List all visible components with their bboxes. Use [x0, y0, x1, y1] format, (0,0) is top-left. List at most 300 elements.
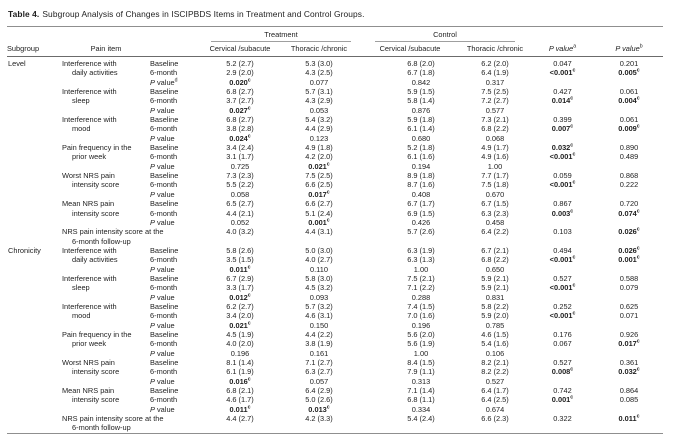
- p-value-b-cell: 0.489: [619, 152, 639, 162]
- value-control-thoracic: 6.2 (2.0): [481, 59, 509, 68]
- p-value-b-cell: 0.720: [619, 199, 639, 209]
- p-value-b-cell: 0.004$^c$: [618, 95, 640, 106]
- value-control-cervical: 8.4 (1.5): [407, 358, 435, 367]
- value-treatment-thoracic: 5.3 (3.0): [305, 59, 333, 68]
- value-treatment-thoracic: 0.053: [309, 105, 329, 115]
- p-value-a-cell: <0.001$^c$: [549, 310, 576, 321]
- p-value-a-cell: 0.007$^c$: [551, 123, 574, 134]
- pain-item-label: Pain frequency in the prior week: [62, 143, 132, 162]
- value-control-cervical: 5.9 (1.5): [407, 87, 435, 97]
- measure-label: Baseline: [150, 143, 179, 153]
- p-value-a-cell: [530, 162, 595, 171]
- value-control-thoracic: 7.2 (2.7): [481, 96, 509, 106]
- value-treatment-thoracic: 0.057: [309, 376, 329, 386]
- col-header-pain-item: Pain item: [62, 42, 150, 57]
- p-value-a-cell: 0.059: [553, 171, 572, 181]
- measure-label: Baseline: [150, 87, 179, 97]
- value-treatment-thoracic: 6.4 (2.9): [305, 386, 333, 396]
- p-value-a-cell: 0.399: [553, 115, 572, 125]
- value-control-cervical: 0.426: [411, 217, 431, 227]
- value-treatment-cervical: 0.012$^c$: [229, 292, 251, 302]
- value-control-cervical: 0.842: [411, 77, 431, 87]
- value-control-cervical: 8.9 (1.8): [407, 171, 435, 181]
- measure-label: P value: [150, 404, 175, 414]
- p-value-a-cell: [530, 265, 595, 274]
- pain-item-label: Worst NRS pain intensity score: [62, 171, 120, 190]
- p-value-b-cell: [595, 162, 663, 171]
- value-treatment-cervical: 0.021$^c$: [229, 320, 251, 330]
- measure-label: P value: [150, 133, 175, 143]
- p-value-a-cell: 0.008$^c$: [551, 366, 574, 377]
- value-control-thoracic: 5.9 (2.1): [481, 273, 509, 283]
- value-control-cervical: 0.194: [411, 161, 431, 171]
- value-treatment-cervical: 4.0 (3.2): [226, 227, 254, 237]
- value-control-thoracic: 0.106: [485, 348, 505, 358]
- value-treatment-cervical: 0.024$^c$: [229, 133, 251, 143]
- value-treatment-cervical: 0.016$^c$: [229, 376, 251, 386]
- table-caption: Subgroup Analysis of Changes in ISCIPBDS Items in Treatment and Control Groups.: [42, 9, 365, 19]
- p-value-b-cell: 0.201: [619, 59, 639, 68]
- value-treatment-cervical: 3.4 (2.4): [226, 143, 254, 153]
- p-value-b-cell: 0.017$^c$: [618, 338, 640, 349]
- table-row: [7, 274, 663, 283]
- p-value-b-cell: 0.085: [619, 395, 639, 405]
- value-control-cervical: 7.1 (2.2): [407, 283, 435, 293]
- value-treatment-cervical: 0.052: [230, 217, 250, 227]
- p-value-a-cell: [530, 349, 595, 358]
- table-row: [7, 57, 663, 69]
- value-treatment-thoracic: 0.093: [309, 292, 329, 302]
- value-treatment-cervical: 0.196: [230, 348, 250, 358]
- p-value-a-cell: 0.427: [553, 87, 572, 97]
- value-control-cervical: 6.1 (1.4): [407, 124, 435, 134]
- measure-label: 6-month: [150, 208, 178, 218]
- p-value-a-cell: [530, 78, 595, 87]
- value-control-cervical: 0.876: [411, 105, 431, 115]
- value-treatment-thoracic: 0.161: [309, 348, 329, 358]
- value-control-cervical: 6.3 (1.9): [407, 245, 435, 255]
- measure-label: P value: [150, 264, 175, 274]
- p-value-b-cell: 0.001$^c$: [618, 254, 640, 265]
- pain-item-label: Interference with mood: [62, 115, 117, 134]
- measure-label: 6-month: [150, 96, 178, 106]
- value-treatment-cervical: 0.011$^c$: [229, 404, 251, 414]
- p-value-b-cell: 0.071: [619, 311, 639, 321]
- p-value-a-cell: 0.001$^c$: [551, 394, 574, 405]
- p-value-b-cell: 0.061: [619, 115, 639, 125]
- value-treatment-cervical: 0.725: [230, 161, 250, 171]
- value-control-cervical: 5.6 (2.0): [407, 329, 435, 339]
- pain-item-label: Interference with daily activities: [62, 245, 118, 265]
- value-control-cervical: 7.5 (2.1): [407, 273, 435, 283]
- p-value-b-cell: 0.005$^c$: [618, 67, 640, 78]
- p-value-a-cell: 0.176: [553, 329, 572, 339]
- value-control-cervical: 6.8 (2.0): [407, 59, 435, 68]
- value-control-thoracic: 6.8 (2.2): [481, 124, 509, 134]
- p-value-b-cell: 0.074$^c$: [618, 208, 640, 218]
- value-treatment-cervical: 4.4 (2.7): [226, 414, 254, 424]
- table-row: [7, 330, 663, 339]
- p-value-a-cell: 0.103: [553, 227, 572, 237]
- table-title: [8, 9, 670, 20]
- p-value-a-cell: 0.252: [553, 301, 572, 311]
- value-treatment-cervical: 5.2 (2.7): [226, 59, 254, 68]
- measure-label: 6-month: [150, 283, 178, 293]
- p-value-b-cell: 0.222: [619, 180, 639, 190]
- value-control-cervical: 8.7 (1.6): [407, 180, 435, 190]
- value-treatment-thoracic: 7.5 (2.5): [305, 171, 333, 181]
- value-treatment-cervical: 0.011$^c$: [229, 264, 251, 274]
- subgroup-label: Chronicity: [8, 245, 41, 255]
- value-treatment-cervical: 4.4 (2.1): [226, 208, 254, 218]
- value-control-cervical: 6.7 (1.8): [407, 68, 435, 78]
- value-control-thoracic: 0.577: [485, 105, 505, 115]
- p-value-b-cell: [595, 134, 663, 143]
- table-row: [7, 414, 663, 433]
- value-treatment-thoracic: 5.8 (3.0): [305, 273, 333, 283]
- value-control-thoracic: 5.4 (1.6): [481, 339, 509, 349]
- value-treatment-cervical: 4.5 (1.9): [226, 329, 254, 339]
- p-value-a-cell: 0.014$^c$: [551, 95, 574, 106]
- value-control-thoracic: 0.650: [485, 264, 505, 274]
- table-row: [7, 227, 663, 246]
- spanner-spacer: [530, 27, 663, 43]
- value-treatment-thoracic: 5.7 (3.2): [305, 301, 333, 311]
- p-value-b-cell: 0.026$^c$: [618, 245, 640, 255]
- value-control-thoracic: 8.2 (2.2): [481, 367, 509, 377]
- value-treatment-thoracic: 4.4 (2.2): [305, 329, 333, 339]
- p-value-b-cell: 0.926: [619, 329, 639, 339]
- p-value-a-cell: [530, 190, 595, 199]
- value-treatment-thoracic: 0.017$^c$: [308, 189, 330, 199]
- measure-label: 6-month: [150, 180, 178, 190]
- value-control-thoracic: 0.317: [485, 77, 505, 87]
- value-control-cervical: 6.7 (1.7): [407, 199, 435, 209]
- col-header-subgroup: Subgroup: [7, 42, 62, 57]
- value-control-thoracic: 0.670: [485, 189, 505, 199]
- p-value-a-cell: 0.867: [553, 199, 572, 209]
- value-control-thoracic: 5.8 (2.2): [481, 301, 509, 311]
- value-control-cervical: 6.9 (1.5): [407, 208, 435, 218]
- p-value-b-cell: [595, 349, 663, 358]
- p-value-b-cell: 0.009$^c$: [618, 123, 640, 134]
- measure-label: Baseline: [150, 59, 179, 68]
- value-control-thoracic: 5.9 (2.0): [481, 311, 509, 321]
- value-treatment-thoracic: 5.1 (2.4): [305, 208, 333, 218]
- value-treatment-cervical: 3.4 (2.0): [226, 311, 254, 321]
- measure-label: 6-month: [150, 339, 178, 349]
- value-control-thoracic: 6.7 (1.5): [481, 199, 509, 209]
- subgroup-analysis-table: [7, 26, 663, 434]
- p-value-a-cell: <0.001$^c$: [549, 282, 576, 293]
- p-value-a-cell: 0.003$^c$: [551, 208, 574, 218]
- p-value-b-cell: [595, 321, 663, 330]
- value-treatment-thoracic: 0.077: [309, 77, 329, 87]
- table-number: Table 4.: [8, 9, 40, 19]
- value-treatment-thoracic: 0.001$^c$: [308, 217, 330, 227]
- p-value-b-cell: [595, 218, 663, 227]
- p-value-a-cell: <0.001$^c$: [549, 180, 576, 190]
- measure-label: Baseline: [150, 301, 179, 311]
- value-control-cervical: 7.1 (1.4): [407, 386, 435, 396]
- value-treatment-thoracic: 5.0 (2.6): [305, 395, 333, 405]
- p-value-b-cell: 0.361: [619, 358, 639, 367]
- value-treatment-thoracic: 6.3 (2.7): [305, 367, 333, 377]
- col-header-measure: [150, 42, 202, 57]
- group-spanner-row: [7, 27, 663, 43]
- value-control-thoracic: 0.527: [485, 376, 505, 386]
- value-treatment-cervical: 2.9 (2.0): [226, 68, 254, 78]
- col-header-control-cervical: Cervical /subacute: [360, 42, 460, 57]
- pain-item-label: Interference with mood: [62, 301, 117, 321]
- value-control-thoracic: 0.831: [485, 292, 505, 302]
- pain-item-label: Interference with sleep: [62, 87, 117, 106]
- treatment-group-header: Treatment: [202, 27, 360, 43]
- value-treatment-cervical: 3.1 (1.7): [226, 152, 254, 162]
- measure-label: Baseline: [150, 273, 179, 283]
- p-value-b-cell: 0.890: [619, 143, 639, 153]
- measure-label: Baseline: [150, 199, 179, 209]
- value-control-cervical: 7.4 (1.5): [407, 301, 435, 311]
- spanner-spacer: [7, 27, 202, 43]
- table-row: [7, 246, 663, 255]
- value-treatment-cervical: 0.058: [230, 189, 250, 199]
- value-treatment-thoracic: 4.5 (3.2): [305, 283, 333, 293]
- p-value-a-cell: [530, 405, 595, 414]
- col-header-p-value-b: P value$^b$: [595, 42, 663, 57]
- p-value-b-cell: [595, 377, 663, 386]
- value-control-thoracic: 4.6 (1.5): [481, 329, 509, 339]
- pain-item-label: Pain frequency in the prior week: [62, 329, 132, 349]
- p-value-a-cell: <0.001$^c$: [549, 254, 576, 265]
- value-treatment-thoracic: 4.3 (2.5): [305, 68, 333, 78]
- value-treatment-thoracic: 0.021$^c$: [308, 161, 330, 171]
- value-treatment-cervical: 6.8 (2.7): [226, 87, 254, 97]
- value-treatment-cervical: 6.5 (2.7): [226, 199, 254, 209]
- table-row: [7, 199, 663, 208]
- p-value-a-cell: 0.527: [553, 273, 572, 283]
- value-control-cervical: 1.00: [413, 348, 429, 358]
- value-control-thoracic: 6.8 (2.2): [481, 255, 509, 265]
- value-treatment-cervical: 6.2 (2.7): [226, 301, 254, 311]
- value-control-thoracic: 7.3 (2.1): [481, 115, 509, 125]
- value-treatment-thoracic: 0.110: [310, 264, 328, 274]
- value-treatment-cervical: 8.1 (1.4): [226, 358, 254, 367]
- value-treatment-thoracic: 4.6 (3.1): [305, 311, 333, 321]
- pain-item-label: Mean NRS pain intensity score: [62, 386, 120, 405]
- value-control-cervical: 1.00: [413, 264, 429, 274]
- p-value-b-cell: 0.588: [619, 273, 639, 283]
- pain-item-label: Interference with sleep: [62, 273, 117, 293]
- p-value-b-cell: 0.079: [619, 283, 639, 293]
- p-value-b-cell: [595, 293, 663, 302]
- value-treatment-thoracic: 4.3 (2.9): [305, 96, 333, 106]
- table-row: [7, 87, 663, 96]
- p-value-a-cell: 0.047: [553, 59, 572, 68]
- value-control-thoracic: 5.9 (2.1): [481, 283, 509, 293]
- value-treatment-thoracic: 5.0 (3.0): [305, 245, 333, 255]
- p-value-a-cell: [530, 106, 595, 115]
- value-treatment-cervical: 4.6 (1.7): [226, 395, 254, 405]
- value-control-cervical: 0.408: [411, 189, 431, 199]
- measure-label: Baseline: [150, 329, 179, 339]
- value-treatment-cervical: 0.020$^c$: [229, 77, 251, 87]
- value-treatment-thoracic: 4.2 (2.0): [305, 152, 333, 162]
- value-treatment-cervical: 3.7 (2.7): [226, 96, 254, 106]
- p-value-b-cell: 0.011$^c$: [618, 413, 640, 424]
- p-value-a-cell: [530, 134, 595, 143]
- p-value-b-cell: 0.026$^c$: [618, 226, 640, 237]
- p-value-a-cell: 0.067: [553, 339, 572, 349]
- value-treatment-thoracic: 0.013$^c$: [308, 404, 330, 414]
- value-control-thoracic: 4.9 (1.6): [481, 152, 509, 162]
- measure-label: P value: [150, 217, 175, 227]
- value-treatment-cervical: 6.8 (2.1): [226, 386, 254, 396]
- value-treatment-cervical: 0.027$^c$: [229, 105, 251, 115]
- value-treatment-cervical: 7.3 (2.3): [226, 171, 254, 181]
- value-treatment-cervical: 4.0 (2.0): [226, 339, 254, 349]
- table-row: [7, 386, 663, 395]
- value-treatment-cervical: 6.1 (1.9): [226, 367, 254, 377]
- value-treatment-thoracic: 4.2 (3.3): [305, 414, 333, 424]
- value-control-cervical: 5.2 (1.8): [407, 143, 435, 153]
- value-control-thoracic: 6.4 (1.9): [481, 68, 509, 78]
- value-treatment-cervical: 5.8 (2.6): [226, 245, 254, 255]
- p-value-b-cell: [595, 190, 663, 199]
- value-treatment-thoracic: 0.150: [309, 320, 329, 330]
- value-control-thoracic: 6.7 (2.1): [481, 245, 509, 255]
- value-treatment-cervical: 6.7 (2.9): [226, 273, 254, 283]
- measure-label: 6-month: [150, 68, 178, 78]
- p-value-a-cell: 0.494: [553, 245, 572, 255]
- table-row: [7, 358, 663, 367]
- table-row: [7, 115, 663, 124]
- p-value-a-cell: 0.322: [553, 414, 572, 424]
- value-treatment-cervical: 3.5 (1.5): [226, 255, 254, 265]
- p-value-a-cell: <0.001$^c$: [549, 67, 576, 78]
- value-treatment-thoracic: 4.9 (1.8): [305, 143, 333, 153]
- measure-label: P value$^d$: [150, 77, 178, 87]
- measure-label: 6-month: [150, 255, 178, 265]
- value-treatment-cervical: 5.5 (2.2): [226, 180, 254, 190]
- value-control-thoracic: 0.674: [485, 404, 505, 414]
- value-control-cervical: 5.7 (2.6): [407, 227, 435, 237]
- value-treatment-cervical: 6.8 (2.7): [226, 115, 254, 125]
- measure-label: P value: [150, 376, 175, 386]
- value-control-thoracic: 6.3 (2.3): [481, 208, 509, 218]
- measure-label: P value: [150, 189, 175, 199]
- value-control-thoracic: 0.458: [485, 217, 505, 227]
- p-value-b-cell: 0.864: [619, 386, 639, 396]
- value-treatment-thoracic: 0.123: [309, 133, 329, 143]
- col-header-control-thoracic: Thoracic /chronic: [460, 42, 530, 57]
- value-control-thoracic: 7.5 (1.8): [481, 180, 509, 190]
- measure-label: P value: [150, 320, 175, 330]
- measure-label: 6-month: [150, 124, 178, 134]
- measure-label: Baseline: [150, 245, 179, 255]
- col-header-p-value-a: P value$^a$: [530, 42, 595, 57]
- p-value-b-cell: [595, 106, 663, 115]
- value-control-thoracic: 1.00: [487, 161, 503, 171]
- value-control-thoracic: 7.7 (1.7): [481, 171, 509, 181]
- measure-label: 6-month: [150, 152, 178, 162]
- pain-item-label: NRS pain intensity score at the 6-month follow-up: [62, 227, 164, 246]
- value-control-cervical: 7.0 (1.6): [407, 311, 435, 321]
- value-control-cervical: 0.196: [411, 320, 431, 330]
- value-treatment-cervical: 3.8 (2.8): [226, 124, 254, 134]
- pain-item-label: Mean NRS pain intensity score: [62, 199, 120, 218]
- value-treatment-thoracic: 4.4 (2.9): [305, 124, 333, 134]
- value-treatment-thoracic: 4.0 (2.7): [305, 255, 333, 265]
- value-control-cervical: 6.3 (1.3): [407, 255, 435, 265]
- measure-label: P value: [150, 348, 175, 358]
- value-control-thoracic: 6.4 (2.2): [481, 227, 509, 237]
- value-control-cervical: 5.6 (1.9): [407, 339, 435, 349]
- p-value-b-cell: 0.868: [619, 171, 639, 181]
- value-control-cervical: 5.8 (1.4): [407, 96, 435, 106]
- pain-item-label: NRS pain intensity score at the 6-month follow-up: [62, 414, 164, 433]
- value-treatment-thoracic: 4.4 (3.1): [305, 227, 333, 237]
- p-value-b-cell: 0.061: [619, 87, 639, 97]
- measure-label: P value: [150, 161, 175, 171]
- value-treatment-cervical: 3.3 (1.7): [226, 283, 254, 293]
- p-value-b-cell: 0.625: [619, 301, 639, 311]
- value-treatment-thoracic: 7.1 (2.7): [305, 358, 333, 367]
- p-value-a-cell: [530, 218, 595, 227]
- measure-label: 6-month: [150, 367, 178, 377]
- p-value-b-cell: 0.032$^c$: [618, 366, 640, 377]
- p-value-a-cell: [530, 293, 595, 302]
- measure-label: Baseline: [150, 115, 179, 125]
- value-control-cervical: 6.8 (1.1): [407, 395, 435, 405]
- p-value-a-cell: [530, 321, 595, 330]
- value-control-cervical: 5.4 (2.4): [407, 414, 435, 424]
- value-control-cervical: 0.288: [411, 292, 431, 302]
- measure-label: P value: [150, 105, 175, 115]
- value-control-cervical: 0.680: [411, 133, 431, 143]
- col-header-treatment-thoracic: Thoracic /chronic: [278, 42, 360, 57]
- p-value-a-cell: 0.032$^c$: [551, 142, 574, 153]
- value-control-thoracic: 0.785: [485, 320, 505, 330]
- value-treatment-thoracic: 6.6 (2.5): [305, 180, 333, 190]
- p-value-b-cell: [595, 78, 663, 87]
- value-treatment-thoracic: 6.6 (2.7): [305, 199, 333, 209]
- value-treatment-thoracic: 5.7 (3.1): [305, 87, 333, 97]
- table-row: [7, 302, 663, 311]
- table-body: [7, 57, 663, 434]
- value-control-cervical: 5.9 (1.8): [407, 115, 435, 125]
- value-control-thoracic: 7.5 (2.5): [481, 87, 509, 97]
- column-header-row: [7, 42, 663, 57]
- measure-label: Baseline: [150, 171, 179, 181]
- value-control-cervical: 0.313: [411, 376, 431, 386]
- measure-label: Baseline: [150, 386, 179, 396]
- subgroup-label: Level: [8, 59, 26, 68]
- value-control-thoracic: 6.4 (1.7): [481, 386, 509, 396]
- value-control-thoracic: 4.9 (1.7): [481, 143, 509, 153]
- p-value-a-cell: <0.001$^c$: [549, 151, 576, 162]
- p-value-a-cell: 0.742: [553, 386, 572, 396]
- value-control-thoracic: 6.4 (2.5): [481, 395, 509, 405]
- col-header-treatment-cervical: Cervical /subacute: [202, 42, 278, 57]
- value-control-thoracic: 6.6 (2.3): [481, 414, 509, 424]
- value-control-thoracic: 0.068: [485, 133, 505, 143]
- measure-label: P value: [150, 292, 175, 302]
- measure-label: Baseline: [150, 358, 179, 367]
- p-value-a-cell: [530, 377, 595, 386]
- value-control-cervical: 6.1 (1.6): [407, 152, 435, 162]
- value-control-cervical: 7.9 (1.1): [407, 367, 435, 377]
